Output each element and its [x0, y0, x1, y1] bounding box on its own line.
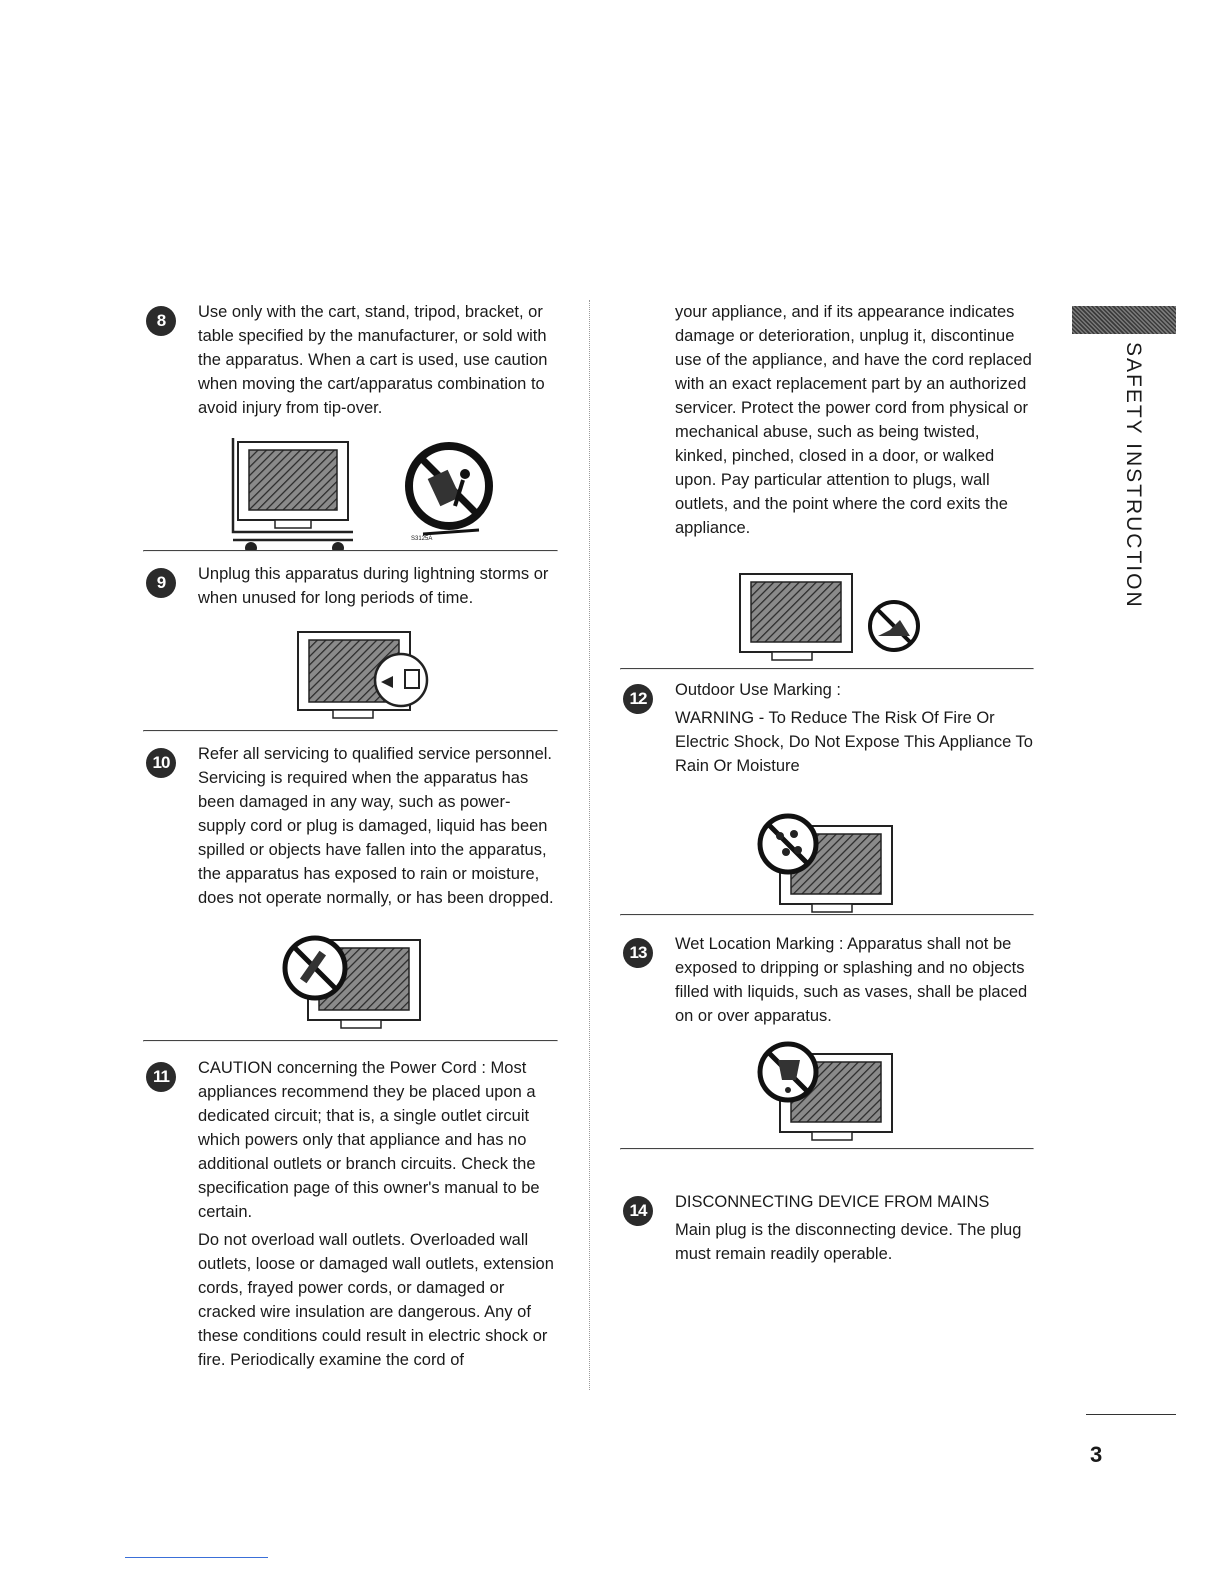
column-divider [589, 300, 590, 1390]
right-column [620, 300, 1034, 1266]
wet-location-figure [620, 1028, 1034, 1148]
section-divider [143, 1040, 558, 1042]
section-divider [620, 914, 1034, 916]
item-number-badge: 10 [146, 748, 176, 778]
item-12-text: WARNING - To Reduce The Risk Of Fire Or Electric Shock, Do Not Expose This Appliance To Rain Or Moisture [675, 709, 1033, 775]
tv-unplug-icon [143, 610, 558, 730]
item-11-continued-text: your appliance, and if its appearance indicates damage or deterioration, unplug it, discontinue use of the appliance, and have the cord replaced with an exact replacement part by an authorized servicer. Protect the power cord from physical or mechanical abuse, such as being twisted, kinked, pinched, closed in a door, or walked upon. Pay particular attention to plugs, wall outlets, and the point where the cord exits the appliance. [675, 303, 1032, 537]
side-tab-label: SAFETY INSTRUCTION [1122, 342, 1145, 609]
bottom-edge-line [125, 1557, 268, 1558]
item-number-badge: 11 [146, 1062, 176, 1092]
cart-tipover-figure [143, 420, 558, 550]
instruction-item-11 [143, 1056, 558, 1372]
item-11-overload-text: Do not overload wall outlets. Overloaded wall outlets, loose or damaged wall outlets, extension cords, frayed power cords, or damaged or cracked wire insulation are dangerous. Any of these conditions could result in electric shock or fire. Periodically examine the cord of [198, 1231, 554, 1369]
item-12-heading: Outdoor Use Marking : [675, 681, 841, 699]
item-13-text: Wet Location Marking : Apparatus shall not be exposed to dripping or splashing and no objects filled with liquids, such as vases, shall be placed on or over apparatus. [675, 935, 1028, 1025]
item-10-text: Refer all servicing to qualified service personnel. Servicing is required when the apparatus has been damaged in any way, such as power-supply cord or plug is damaged, liquid has been spilled or objects have fallen into the apparatus, the apparatus has exposed to rain or moisture, does not operate normally, or has been dropped. [198, 745, 554, 907]
servicing-figure [143, 910, 558, 1040]
instruction-item-14 [620, 1190, 1034, 1266]
item-11-caution-text: CAUTION concerning the Power Cord : Most appliances recommend they be placed upon a dedicated circuit; that is, a single outlet circuit which powers only that appliance and has no additional outlets or branch circuits. Check the specification page of this owner's manual to be certain. [198, 1059, 540, 1221]
item-9-text: Unplug this apparatus during lightning storms or when unused for long periods of time. [198, 565, 549, 607]
item-number-badge: 9 [146, 568, 176, 598]
tv-no-tools-icon [143, 910, 558, 1040]
tv-no-rain-icon [620, 778, 1034, 914]
figure-code-label: S3125A [411, 536, 433, 542]
tv-no-cord-damage-icon [620, 540, 1034, 668]
item-8-text: Use only with the cart, stand, tripod, bracket, or table specified by the manufacturer, or sold with the apparatus. When a cart is used, use caution when moving the cart/apparatus combination to avoid injury from tip-over. [198, 303, 548, 417]
item-number-badge: 12 [623, 684, 653, 714]
side-tab-bar [1072, 306, 1176, 334]
tv-no-liquid-icon [620, 1028, 1034, 1148]
item-14-heading: DISCONNECTING DEVICE FROM MAINS [675, 1193, 990, 1211]
item-number-badge: 14 [623, 1196, 653, 1226]
power-cord-figure [620, 540, 1034, 668]
outdoor-figure [620, 778, 1034, 914]
instruction-item-8 [143, 300, 558, 420]
instruction-item-11-continued [620, 300, 1034, 540]
instruction-item-9 [143, 562, 558, 610]
item-number-badge: 8 [146, 306, 176, 336]
section-divider [620, 668, 1034, 670]
section-divider [143, 730, 558, 732]
footer-rule [1086, 1414, 1176, 1415]
unplug-figure [143, 610, 558, 730]
item-number-badge: 13 [623, 938, 653, 968]
left-column [143, 300, 558, 1372]
instruction-item-12 [620, 678, 1034, 778]
page-number: 3 [1090, 1442, 1103, 1467]
section-divider [620, 1148, 1034, 1150]
instruction-item-13 [620, 932, 1034, 1028]
item-14-text: Main plug is the disconnecting device. The plug must remain readily operable. [675, 1221, 1022, 1263]
instruction-item-10 [143, 742, 558, 910]
